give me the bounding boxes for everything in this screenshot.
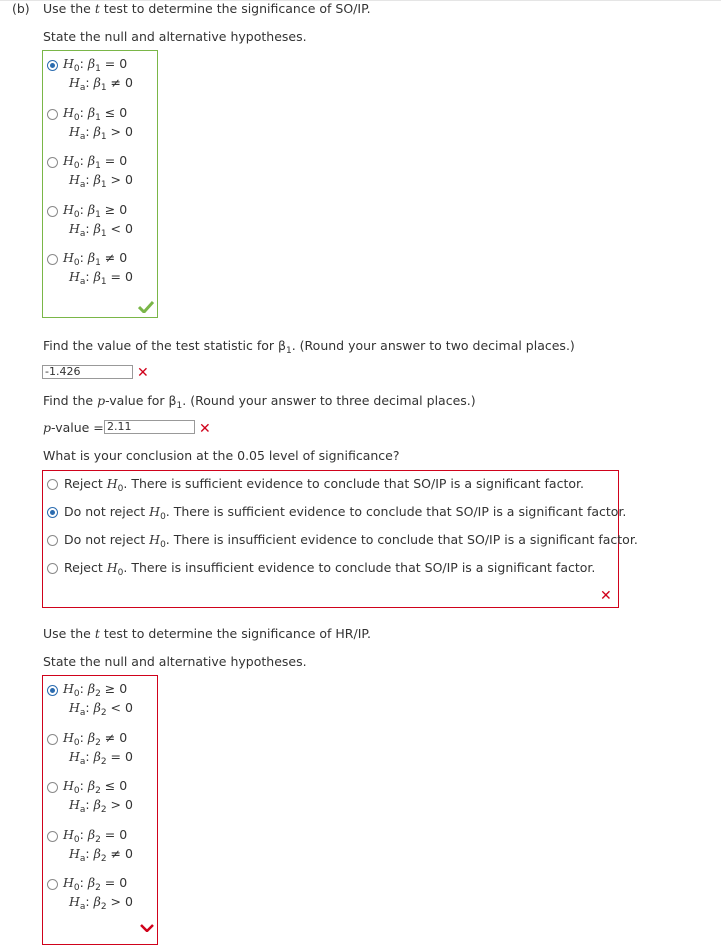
hyp2-radio-4[interactable]	[47, 831, 58, 842]
hyp2-radio-5[interactable]	[47, 879, 58, 890]
conclusion-option-4: Reject $H_0$. There is insufficient evidence to conclude that SO/IP is a significant factor.	[64, 560, 596, 578]
test-statistic-question: Find the value of the test statistic for $\beta_1$. (Round your answer to two decimal places.)	[43, 338, 575, 356]
hyp1-null-1: $H_0$: $\beta_1 = 0$	[63, 56, 128, 74]
hyp1-alt-4: $H_a$: $\beta_1 < 0$	[69, 220, 133, 239]
incorrect-icon: ✕	[600, 588, 612, 604]
check-icon	[138, 301, 154, 313]
pvalue-input[interactable]: 2.11	[104, 420, 195, 434]
pvalue-question: Find the p-value for $\beta_1$. (Round your answer to three decimal places.)	[43, 393, 476, 411]
hyp1-alt-3: $H_a$: $\beta_1 > 0$	[69, 172, 133, 190]
conclusion-radio-2[interactable]	[47, 507, 58, 518]
hyp2-null-1: $H_0$: $\beta_2 \ge 0$	[63, 681, 128, 699]
hyp1-radio-5[interactable]	[47, 254, 58, 265]
hyp1-radio-2[interactable]	[47, 109, 58, 120]
hyp2-radio-3[interactable]	[47, 782, 58, 793]
hyp1-null-2: $H_0$: $\beta_1 \le 0$	[63, 104, 128, 123]
part-label: (b)	[12, 1, 30, 16]
conclusion-radio-3[interactable]	[47, 535, 58, 546]
hyp2-null-2: $H_0$: $\beta_2 \ne 0$	[63, 729, 128, 748]
hyp2-alt-2: $H_a$: $\beta_2 = 0$	[69, 748, 133, 767]
intro-question-2: Use the t test to determine the significance of HR/IP.	[43, 626, 371, 641]
hyp1-alt-5: $H_a$: $\beta_1 = 0$	[69, 269, 133, 287]
hyp1-null-4: $H_0$: $\beta_1 \ge 0$	[63, 201, 128, 220]
hyp1-alt-2: $H_a$: $\beta_1 > 0$	[69, 123, 133, 142]
test-statistic-input[interactable]: -1.426	[42, 365, 133, 379]
hyp2-radio-1[interactable]	[47, 685, 58, 696]
conclusion-option-1: Reject $H_0$. There is sufficient evidence to conclude that SO/IP is a significant factor.	[64, 476, 584, 494]
hyp1-alt-1: $H_a$: $\beta_1 \ne 0$	[69, 75, 133, 93]
conclusion-radio-1[interactable]	[47, 479, 58, 490]
hyp2-radio-2[interactable]	[47, 734, 58, 745]
hyp1-null-5: $H_0$: $\beta_1 \ne 0$	[63, 250, 128, 268]
incorrect-icon	[140, 924, 154, 932]
state-hypotheses-label-2: State the null and alternative hypotheses.	[43, 654, 307, 669]
hyp1-radio-3[interactable]	[47, 157, 58, 168]
conclusion-option-2: Do not reject $H_0$. There is sufficient evidence to conclude that SO/IP is a significant factor.	[64, 504, 627, 522]
hyp2-alt-1: $H_a$: $\beta_2 < 0$	[69, 700, 133, 718]
hyp2-null-3: $H_0$: $\beta_2 \le 0$	[63, 778, 128, 796]
conclusion-radio-4[interactable]	[47, 563, 58, 574]
hyp2-alt-3: $H_a$: $\beta_2 > 0$	[69, 797, 133, 815]
incorrect-icon: ✕	[199, 421, 211, 437]
hyp1-radio-1[interactable]	[47, 60, 58, 71]
state-hypotheses-label: State the null and alternative hypotheses.	[43, 29, 307, 44]
incorrect-icon: ✕	[137, 365, 149, 381]
conclusion-option-3: Do not reject $H_0$. There is insufficient evidence to conclude that SO/IP is a significant factor.	[64, 532, 638, 550]
hyp1-radio-4[interactable]	[47, 206, 58, 217]
hyp2-alt-5: $H_a$: $\beta_2 > 0$	[69, 894, 133, 912]
hyp2-null-5: $H_0$: $\beta_2 = 0$	[63, 875, 128, 893]
hyp1-null-3: $H_0$: $\beta_1 = 0$	[63, 153, 128, 171]
hyp2-alt-4: $H_a$: $\beta_2 \ne 0$	[69, 845, 133, 864]
hyp2-null-4: $H_0$: $\beta_2 = 0$	[63, 826, 128, 845]
pvalue-label: p-value =	[43, 420, 104, 435]
intro-question: Use the t test to determine the significance of SO/IP.	[43, 1, 371, 16]
conclusion-question: What is your conclusion at the 0.05 level of significance?	[43, 448, 400, 463]
